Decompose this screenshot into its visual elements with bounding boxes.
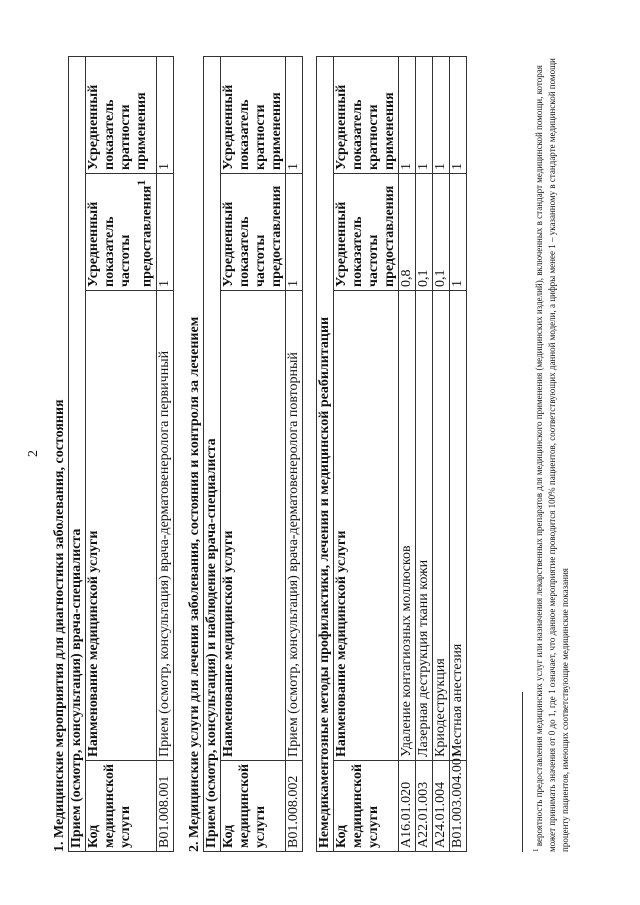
header-name: Наименование медицинской услуги: [220, 291, 285, 761]
section-title: 2. Медицинские услуги для лечения заболевания, состояния и контроля за лечением: [186, 316, 202, 852]
table-row: [449, 56, 466, 851]
section-title: 1. Медицинские мероприятия для диагностики заболевания, состояния: [52, 399, 67, 852]
table-row: [432, 56, 449, 851]
document-body: [52, 57, 480, 852]
service-frequency: 0,1: [415, 174, 432, 291]
services-table: [203, 56, 303, 852]
service-multiplicity: 1: [449, 56, 466, 173]
service-multiplicity: 1: [432, 56, 449, 173]
service-multiplicity: 1: [415, 56, 432, 173]
table-row: [415, 56, 432, 851]
service-code: A24.01.004: [432, 761, 449, 852]
header-multiplicity: Усредненный показатель кратности применения: [86, 56, 157, 173]
header-name: Наименование медицинской услуги: [86, 291, 157, 761]
header-multiplicity: Усредненный показатель кратности применения: [333, 56, 398, 173]
header-frequency-text: Усредненный показатель частоты предоставления: [86, 185, 155, 287]
table-subtitle: Прием (осмотр, консультация) и наблюдение врача-специалиста: [203, 56, 220, 851]
section-3: [316, 57, 467, 852]
service-name: Лазерная деструкция ткани кожи: [415, 291, 432, 761]
header-code: Код медицинской услуги: [86, 761, 157, 852]
table-header-row: [220, 56, 285, 851]
page-number: 2: [26, 450, 41, 457]
service-frequency: 0,8: [398, 174, 415, 291]
service-frequency: 1: [156, 174, 173, 291]
service-name: Прием (осмотр, консультация) врача-дерматовенеролога повторный: [285, 291, 302, 761]
services-table: [68, 56, 174, 852]
footnote: [530, 57, 572, 852]
service-name: Криодеструкция: [432, 291, 449, 761]
services-table: [316, 56, 467, 852]
header-multiplicity: Усредненный показатель кратности применения: [220, 56, 285, 173]
table-header-row: [333, 56, 398, 851]
service-frequency: 1: [285, 174, 302, 291]
service-multiplicity: 1: [285, 56, 302, 173]
service-name: Удаление контагиозных моллюсков: [398, 291, 415, 761]
service-code: A22.01.003: [415, 761, 432, 852]
service-name: Прием (осмотр, консультация) врача-дерматовенеролога первичный: [156, 291, 173, 761]
footnote-text: вероятность предоставления медицинских услуг или назначения лекарственных препаратов для медицинского применения (медицинских изделий), включенных в стандарт медицинской помощи, которая может принимать значения от 0 до 1, где 1 означает, что данное мероприятие проводится 100% пациентов, соответствующих данной модели, а цифры менее 1 – указанному в стандарте медицинской помощи проценту пациентов, имеющих соответствующие медицинские показания: [534, 58, 570, 852]
footnote-marker: 1: [135, 179, 148, 186]
service-multiplicity: 1: [156, 56, 173, 173]
header-code: Код медицинской услуги: [333, 761, 398, 852]
service-frequency: 0,1: [432, 174, 449, 291]
service-name: Местная анестезия: [449, 291, 466, 761]
header-frequency: Усредненный показатель частоты предоставления: [220, 174, 285, 291]
service-frequency: 1: [449, 174, 466, 291]
service-code: B01.008.002: [285, 761, 302, 852]
footnote-divider: [522, 692, 523, 852]
table-row: [285, 56, 302, 851]
table-row: [398, 56, 415, 851]
table-subtitle: Немедикаментозные методы профилактики, лечения и медицинской реабилитации: [316, 56, 333, 851]
footnote-marker: 1: [532, 848, 540, 852]
table-subtitle: Прием (осмотр, консультация) врача-специалиста: [69, 56, 86, 851]
service-multiplicity: 1: [398, 56, 415, 173]
header-name: Наименование медицинской услуги: [333, 291, 398, 761]
service-code: A16.01.020: [398, 761, 415, 852]
table-header-row: [86, 56, 157, 851]
header-frequency: [86, 174, 157, 291]
section-2: [187, 57, 303, 852]
service-code: B01.003.004.001: [449, 761, 466, 852]
header-frequency: Усредненный показатель частоты предоставления: [333, 174, 398, 291]
service-code: B01.008.001: [156, 761, 173, 852]
table-row: [156, 56, 173, 851]
section-1: [52, 57, 174, 852]
header-code: Код медицинской услуги: [220, 761, 285, 852]
